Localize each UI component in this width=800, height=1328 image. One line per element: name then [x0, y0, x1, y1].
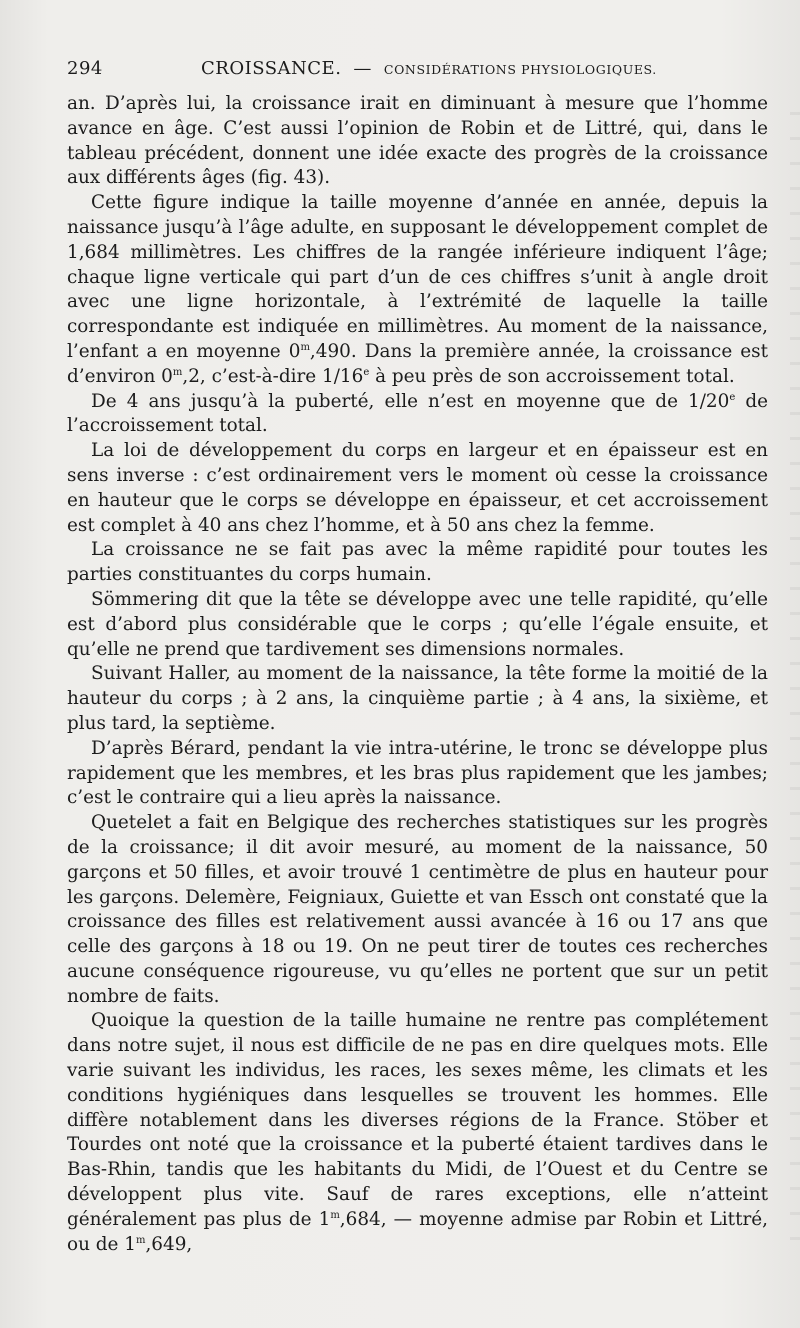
running-subtitle: CONSIDÉRATIONS PHYSIOLOGIQUES. [383, 62, 657, 77]
paragraph: Quetelet a fait en Belgique des recherches statistiques sur les progrès de la croissance; il dit avoir mesuré, au moment de la naissance, 50 garçons et 50 filles, et avoir trouvé 1 centimètre de plus en hauteur pour les garçons. Delemère, Feigniaux, Guiette et van Essch ont constaté que la croissance des filles est relativement aussi avancée à 16 ou 17 ans que celle des garçons à 18 ou 19. On ne peut tirer de toutes ces recherches aucune conséquence rigoureuse, vu qu’elles ne portent que sur un petit nombre de faits. [67, 812, 768, 1007]
paragraph: Suivant Haller, au moment de la naissance, la tête forme la moitié de la hauteur du corps ; à 2 ans, la cinquième partie ; à 4 ans, la sixième, et plus tard, la septième. [67, 663, 768, 734]
paragraph: Cette figure indique la taille moyenne d’année en année, depuis la naissance jusqu’à l’âge adulte, en supposant le développement complet de 1,684 millimètres. Les chiffres de la rangée inférieure indiquent l’âge; chaque ligne verticale qui part d’un de ces chiffres s’unit à angle droit avec une ligne horizontale, à l’extrémité de laquelle la taille correspondante est indiquée en millimètres. Au moment de la naissance, l’enfant a en moyenne 0$^m$,490. Dans la première année, la croissance est d’environ 0$^m$,2, c’est-à-dire 1/16e à peu près de son accroissement total. [67, 192, 768, 387]
header-dash: — [353, 58, 372, 79]
paragraph: D’après Bérard, pendant la vie intra-utérine, le tronc se développe plus rapidement que les membres, et les bras plus rapidement que les jambes; c’est le contraire qui a lieu après la naissance. [67, 737, 768, 809]
body-text [67, 92, 768, 1257]
paragraph: an. D’après lui, la croissance irait en diminuant à mesure que l’homme avance en âge. C’est aussi l’opinion de Robin et de Littré, qui, dans le tableau précédent, donnent une idée exacte des progrès de la croissance aux différents âges (fig. 43). [67, 93, 768, 189]
running-header [67, 58, 768, 92]
page-number: 294 [67, 58, 103, 79]
paragraph: La loi de développement du corps en largeur et en épaisseur est en sens inverse : c’est ordinairement vers le moment où cesse la croissance en hauteur que le corps se développe en épaisseur, et cet accroissement est complet à 40 ans chez l’homme, et à 50 ans chez la femme. [67, 440, 768, 536]
paragraph: Sömmering dit que la tête se développe avec une telle rapidité, qu’elle est d’abord plus considérable que le corps ; qu’elle l’égale ensuite, et qu’elle ne prend que tardivement ses dimensions normales. [67, 588, 768, 660]
paragraph: La croissance ne se fait pas avec la même rapidité pour toutes les parties constituantes du corps humain. [67, 539, 768, 586]
running-title: CROISSANCE. [201, 58, 342, 79]
paragraph: Quoique la question de la taille humaine ne rentre pas complétement dans notre sujet, il nous est difficile de ne pas en dire quelques mots. Elle varie suivant les individus, les races, les sexes même, les climats et les conditions hygiéniques dans lesquelles se trouvent les hommes. Elle diffère notablement dans les diverses régions de la France. Stöber et Tourdes ont noté que la croissance et la puberté étaient tardives dans le Bas-Rhin, tandis que les habitants du Midi, de l’Ouest et du Centre se développent plus vite. Sauf de rares exceptions, elle n’atteint généralement pas plus de 1$^m$,684, — moyenne admise par Robin et Littré, ou de 1$^m$,649, [67, 1010, 768, 1255]
paragraph: De 4 ans jusqu’à la puberté, elle n’est en moyenne que de 1/20e de l’accroissement total. [67, 390, 768, 437]
show-through-marks [790, 90, 800, 1240]
